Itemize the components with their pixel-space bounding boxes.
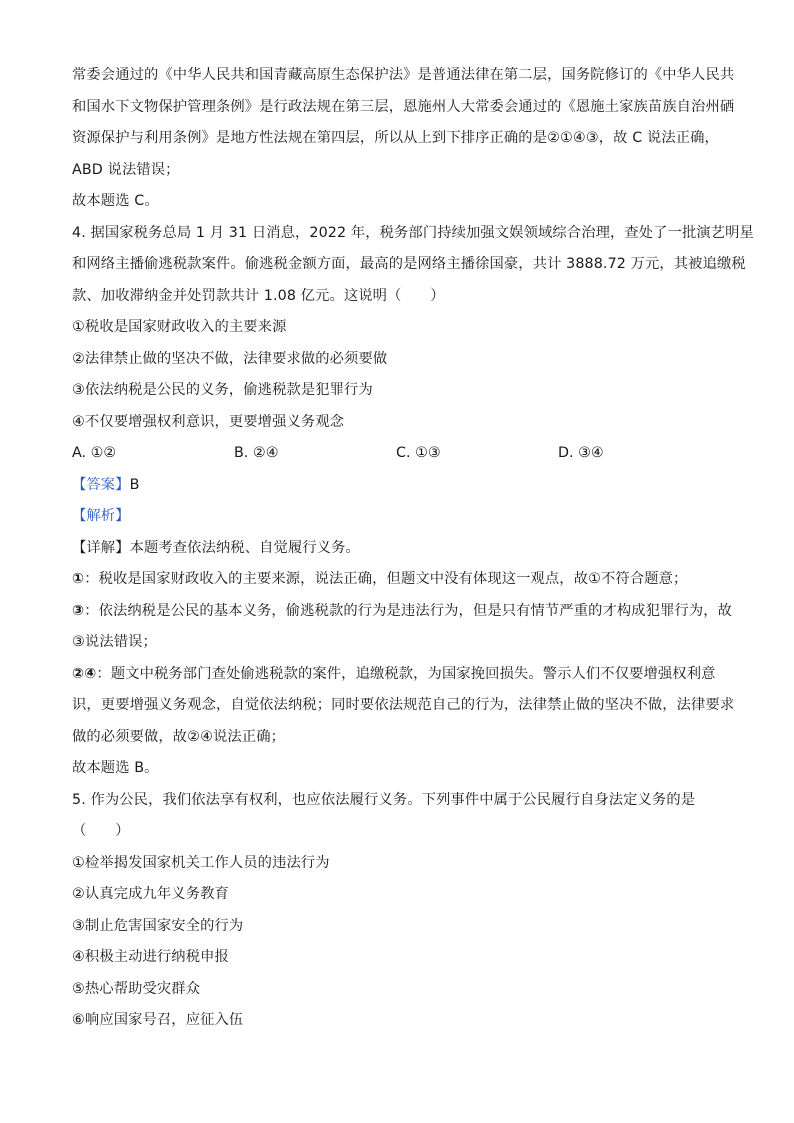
- q4-option-b: B. ②④: [234, 445, 279, 461]
- q4-option-d: D. ③④: [558, 445, 604, 461]
- q4-answer-row: [72, 470, 722, 502]
- q4-explanation-24-cont: 做的必须要做，故②④说法正确；: [72, 728, 285, 745]
- q3-explanation-line: ABD 说法错误；: [72, 161, 180, 178]
- document-page: [72, 60, 754, 1037]
- q3-conclusion: 故本题选 C。: [72, 193, 159, 209]
- q4-item: ③依法纳税是公民的义务，偷逃税款是犯罪行为: [72, 382, 373, 398]
- q4-stem-line: 款、加收滞纳金并处罚款共计 1.08 亿元。这说明（ ）: [72, 287, 445, 304]
- q4-detail-row: [72, 533, 722, 565]
- q5-stem-line: （ ）: [72, 823, 130, 839]
- q4-stem-line: 和网络主播偷逃税款案件。偷逃税金额方面，最高的是网络主播徐国豪，共计 3888.72 万元，其被追缴税: [72, 256, 746, 272]
- q5-item: ③制止危害国家安全的行为: [72, 917, 244, 934]
- explanation-label: ③: [72, 602, 85, 619]
- answer-value: B: [129, 476, 140, 493]
- q5-item: ②认真完成九年义务教育: [72, 886, 229, 902]
- q5-item: ⑥响应国家号召，应征入伍: [72, 1012, 244, 1028]
- explanation-label: ②④: [72, 665, 97, 682]
- q3-explanation-line: 和国水下文物保护管理条例》是行政法规在第三层，恩施州人大常委会通过的《恩施土家族苗族自治州硒: [72, 98, 735, 115]
- q4-options: [72, 438, 722, 470]
- q5-item: ①检举揭发国家机关工作人员的违法行为: [72, 854, 330, 871]
- q4-stem-line: 4. 据国家税务总局 1 月 31 日消息，2022 年，税务部门持续加强文娱领域综合治理，查处了一批演艺明星: [72, 224, 754, 241]
- explanation-text: ：依法纳税是公民的基本义务，偷逃税款的行为是违法行为，但是只有情节严重的才构成犯罪行为，故: [84, 602, 733, 619]
- q4-explanation-3-cont: ③说法错误；: [72, 634, 157, 650]
- detail-text: 本题考查依法纳税、自觉履行义务。: [129, 539, 360, 556]
- q3-explanation-line: 资源保护与利用条例》是地方性法规在第四层，所以从上到下排序正确的是②①④③，故 C 说法正确，: [72, 130, 719, 146]
- q4-conclusion: 故本题选 B。: [72, 760, 159, 776]
- q5-item: ⑤热心帮助受灾群众: [72, 980, 201, 997]
- q4-explanation-1: [72, 564, 722, 596]
- q4-option-a: A. ①②: [72, 445, 117, 461]
- q4-item: ④不仅要增强权利意识，更要增强义务观念: [72, 413, 345, 430]
- q4-analysis-row: [72, 501, 722, 533]
- detail-tag: 【详解】: [72, 539, 130, 556]
- q4-item: ①税收是国家财政收入的主要来源: [72, 319, 287, 335]
- explanation-text: ：税收是国家财政收入的主要来源，说法正确，但题文中没有体现这一观点，故①不符合题意；: [84, 571, 688, 587]
- q3-explanation-line: 常委会通过的《中华人民共和国青藏高原生态保护法》是普通法律在第二层，国务院修订的《中华人民共: [72, 67, 735, 83]
- q4-item: ②法律禁止做的坚决不做，法律要求做的必须要做: [72, 350, 388, 367]
- q5-stem-line: 5. 作为公民，我们依法享有权利，也应依法履行义务。下列事件中属于公民履行自身法定义务的是: [72, 791, 696, 808]
- explanation-label: ①: [72, 571, 85, 587]
- q5-item: ④积极主动进行纳税申报: [72, 949, 229, 965]
- explanation-text: ：题文中税务部门查处偷逃税款的案件，追缴税款，为国家挽回损失。警示人们不仅要增强权利意: [96, 665, 716, 682]
- q4-explanation-24-cont: 识，更要增强义务观念，自觉依法纳税；同时要依法规范自己的行为，法律禁止做的坚决不做，法律要求: [72, 697, 735, 713]
- q4-explanation-3: [72, 596, 733, 628]
- answer-tag: 【答案】: [72, 476, 130, 493]
- analysis-tag: 【解析】: [72, 508, 130, 524]
- q4-explanation-24: [72, 659, 722, 691]
- q4-option-c: C. ①③: [396, 445, 441, 461]
